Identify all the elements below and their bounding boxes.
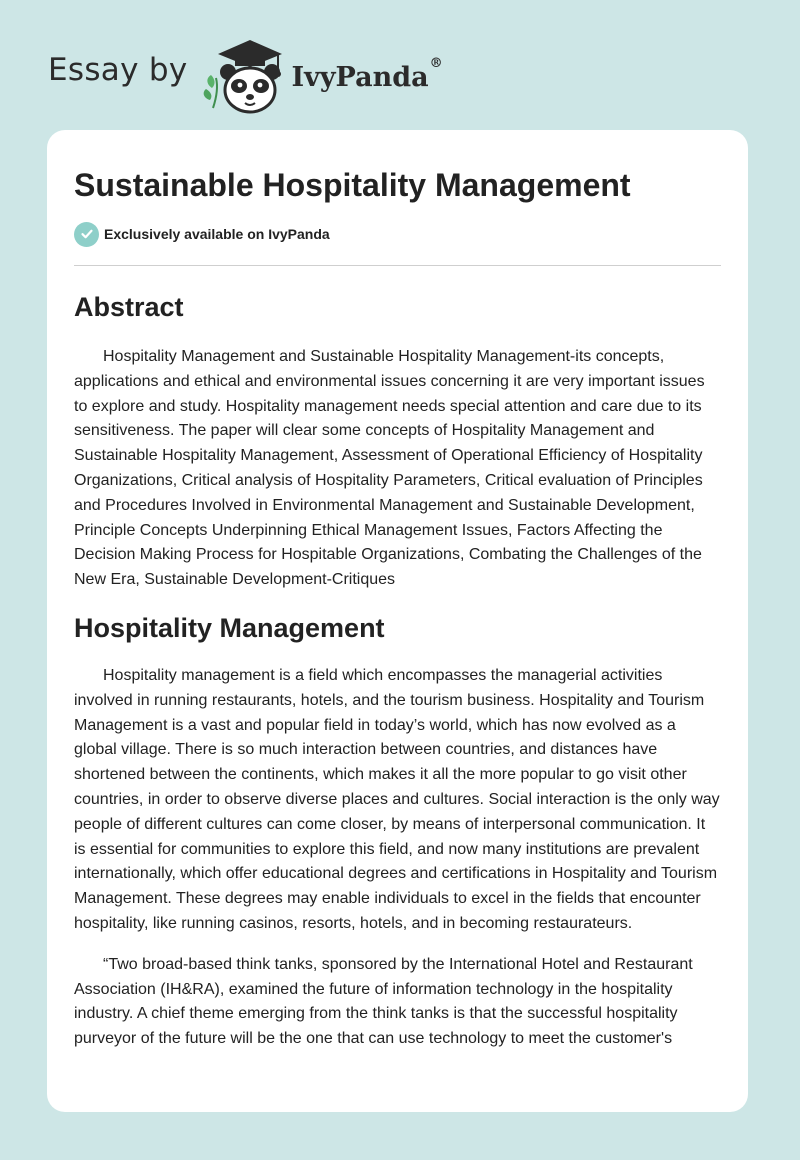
badge-text: Exclusively available on IvyPanda	[104, 226, 330, 242]
exclusive-badge	[74, 221, 721, 247]
page-title: Sustainable Hospitality Management	[74, 167, 631, 203]
hospitality-management-section	[74, 611, 721, 1052]
abstract-section	[74, 290, 721, 593]
check-circle-icon	[74, 222, 99, 247]
panda-graduate-icon	[198, 34, 290, 114]
body-paragraph: Hospitality management is a field which encompasses the managerial activities involved in running restaurants, hotels, and the tourism business. Hospitality and Tourism Management is a vast and popular field in today’s world, which has now evolved as a global village. There is so much interaction between countries, and distances have shortened between the continents, which makes it all the more popular to go visit other countries, in order to observe diverse places and cultures. Social interaction is the only way people of different cultures can come closer, by means of interpersonal communication. It is essential for communities to explore this field, and now many institutions are prevalent internationally, which offer educational degrees and certifications in Hospitality and Tourism Management. These degrees may enable individuals to excel in the fields that encounter hospitality, like running casinos, resorts, hotels, and in becoming restaurateurs.	[74, 666, 720, 932]
brand-name-text: IvyPanda	[291, 61, 429, 93]
brand-prefix: Essay by	[48, 52, 188, 88]
abstract-paragraph: Hospitality Management and Sustainable Hospitality Management-its concepts, applications and ethical and environmental issues concerning it are very important issues to explore and study. Hospitality management needs special attention and care due to its sensitiveness. The paper will clear some concepts of Hospitality Management and Sustainable Hospitality Management, Assessment of Operational Efficiency of Hospitality Organizations, Critical analysis of Hospitality Parameters, Critical evaluation of Principles and Procedures Involved in Environmental Management and Sustainable Development, Principle Concepts Underpinning Ethical Management Issues, Factors Affecting the Decision Making Process for Hospitable Organizations, Combating the Challenges of the New Era, Sustainable Development-Critiques	[74, 348, 705, 589]
section-heading-hospitality-management: Hospitality Management	[74, 612, 385, 643]
brand-header[interactable]	[48, 34, 443, 114]
section-heading-abstract: Abstract	[74, 292, 184, 322]
quote-paragraph: “Two broad-based think tanks, sponsored by the International Hotel and Restaurant Association (IH&RA), examined the future of information technology in the hospitality industry. A chief theme emerging from the think tanks is that the successful hospitality purveyor of the future will be the one that can use technology to meet the customer's	[74, 955, 693, 1048]
essay-card	[47, 130, 748, 1112]
registered-mark: ®	[429, 55, 443, 71]
divider	[74, 265, 721, 266]
brand-name	[291, 55, 443, 93]
